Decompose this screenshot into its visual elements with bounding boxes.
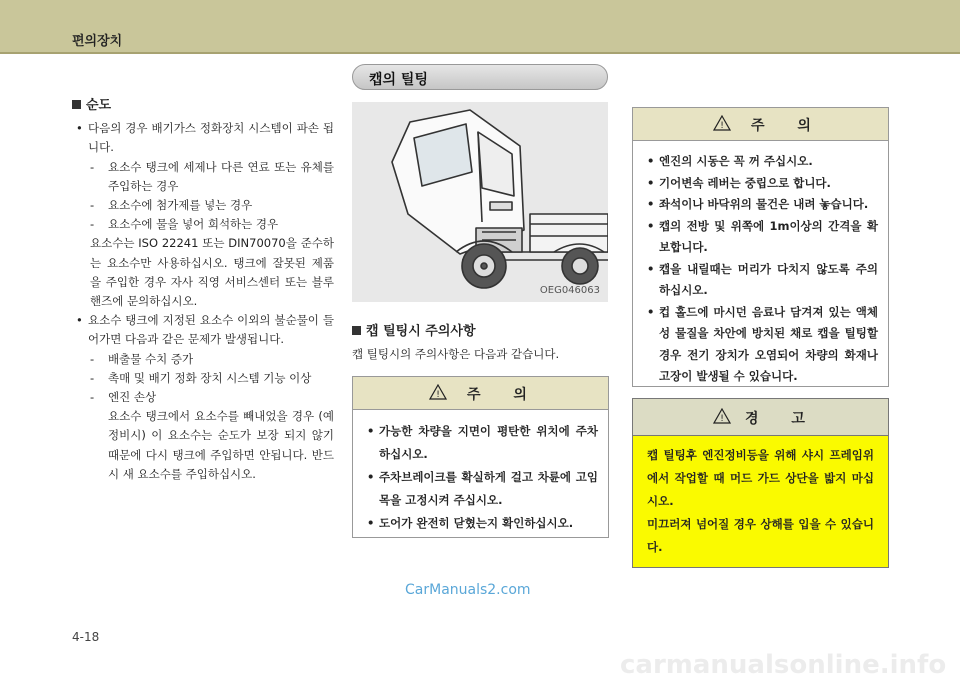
caution-item: • 좌석이나 바닥위의 물건은 내려 놓습니다. [643, 194, 878, 216]
page-number: 4-18 [72, 630, 100, 644]
header-bar [0, 0, 960, 52]
note-paragraph: 요소수 탱크에서 요소수를 빼내었을 경우 (예 정비시) 이 요소수는 순도가 보장 되지 않기 때문에 다시 탱크에 주입하면 안됩니다. 반드시 새 요소수를 주입하십시오. [108, 409, 334, 481]
svg-text:!: ! [436, 390, 440, 400]
square-bullet-icon [72, 100, 81, 109]
truck-cab-tilt-figure [352, 102, 608, 302]
warning-text: 캡 틸팅후 엔진정비등을 위해 샤시 프레임위에서 작업할 때 머드 가드 상단을 밟지 마십시오. [647, 448, 874, 508]
caution-item: • 캡을 내릴때는 머리가 다치지 않도록 주의하십시오. [643, 259, 878, 302]
dash-item: - 엔진 손상 [72, 388, 334, 407]
note-paragraph: 요소수는 ISO 22241 또는 DIN70070을 준수하는 요소수만 사용하십시오. 탱크에 잘못된 제품을 주입한 경우 자사 직영 서비스센터 또는 블루핸즈에 문의하십시오. [90, 236, 334, 309]
caution-item: • 주차브레이크를 확실하게 걸고 차륜에 고임목을 고정시켜 주십시오. [363, 466, 598, 512]
section-title-purity: 순도 [72, 96, 334, 115]
warning-text: 미끄러져 넘어질 경우 상해를 입을 수 있습니다. [647, 517, 874, 554]
section-title-cab-tilt: 캡 틸팅시 주의사항 [352, 322, 608, 341]
caution-item: • 도어가 완전히 닫혔는지 확인하십시오. [363, 512, 598, 535]
dash-item: - 요소수에 물을 넣어 희석하는 경우 [72, 215, 334, 234]
chapter-title: 편의장치 [72, 34, 123, 49]
caution-label: 주 의 [467, 387, 541, 403]
warning-box [632, 398, 889, 568]
caution-header [353, 377, 608, 410]
caution-item: • 캡의 전방 및 위쪽에 1m이상의 간격을 확보합니다. [643, 216, 878, 259]
dash-item: - 요소수 탱크에 세제나 다른 연료 또는 유체를 주입하는 경우 [72, 158, 334, 196]
caution-body [633, 141, 888, 396]
truck-illustration [352, 102, 608, 302]
svg-text:!: ! [720, 414, 724, 424]
pill-title: 캡의 틸팅 [369, 72, 428, 88]
dash-item: - 배출물 수치 증가 [72, 350, 334, 369]
middle-text [352, 322, 608, 364]
figure-code: OEG046063 [539, 285, 600, 296]
watermark-link[interactable]: CarManuals2.com [405, 582, 531, 598]
watermark-bottom: carmanualsonline.info [620, 650, 947, 680]
caution-box-right [632, 107, 889, 387]
cargo-bed [530, 214, 608, 252]
left-column [72, 96, 334, 484]
section-heading-pill [352, 64, 608, 90]
warning-body [633, 436, 888, 567]
bullet-item: • 다음의 경우 배기가스 정화장치 시스템이 파손 됩니다. [72, 119, 334, 157]
bullet-item: • 요소수 탱크에 지정된 요소수 이외의 불순물이 들어가면 다음과 같은 문제가 발생됩니다. [72, 311, 334, 349]
caution-body [353, 410, 608, 543]
caution-item: • 기어변속 레버는 중립으로 합니다. [643, 173, 878, 195]
dash-item: - 촉매 및 배기 정화 장치 시스템 기능 이상 [72, 369, 334, 388]
svg-text:!: ! [720, 121, 724, 131]
caution-label: 주 의 [751, 118, 825, 134]
warning-header [633, 399, 888, 436]
square-bullet-icon [352, 326, 361, 335]
caution-item: • 가능한 차량을 지면이 평탄한 위치에 주차하십시오. [363, 420, 598, 466]
dash-item: - 요소수에 첨가제를 넣는 경우 [72, 196, 334, 215]
caution-box-middle [352, 376, 609, 538]
caution-item: • 컵 홀드에 마시던 음료나 담겨져 있는 액체성 물질을 차안에 방치된 채로 캡을 틸팅할 경우 전기 장치가 오염되어 차량의 화재나 고장이 발생될 수 있습니다. [643, 302, 878, 388]
warning-label: 경 고 [745, 411, 819, 427]
warning-triangle-icon [713, 115, 731, 135]
warning-triangle-icon [713, 408, 731, 428]
caution-header [633, 108, 888, 141]
warning-triangle-icon [429, 384, 447, 404]
intro-text: 캡 틸팅시의 주의사항은 다음과 같습니다. [352, 347, 560, 361]
header-divider [0, 52, 960, 54]
caution-item: • 엔진의 시동은 꼭 꺼 주십시오. [643, 151, 878, 173]
